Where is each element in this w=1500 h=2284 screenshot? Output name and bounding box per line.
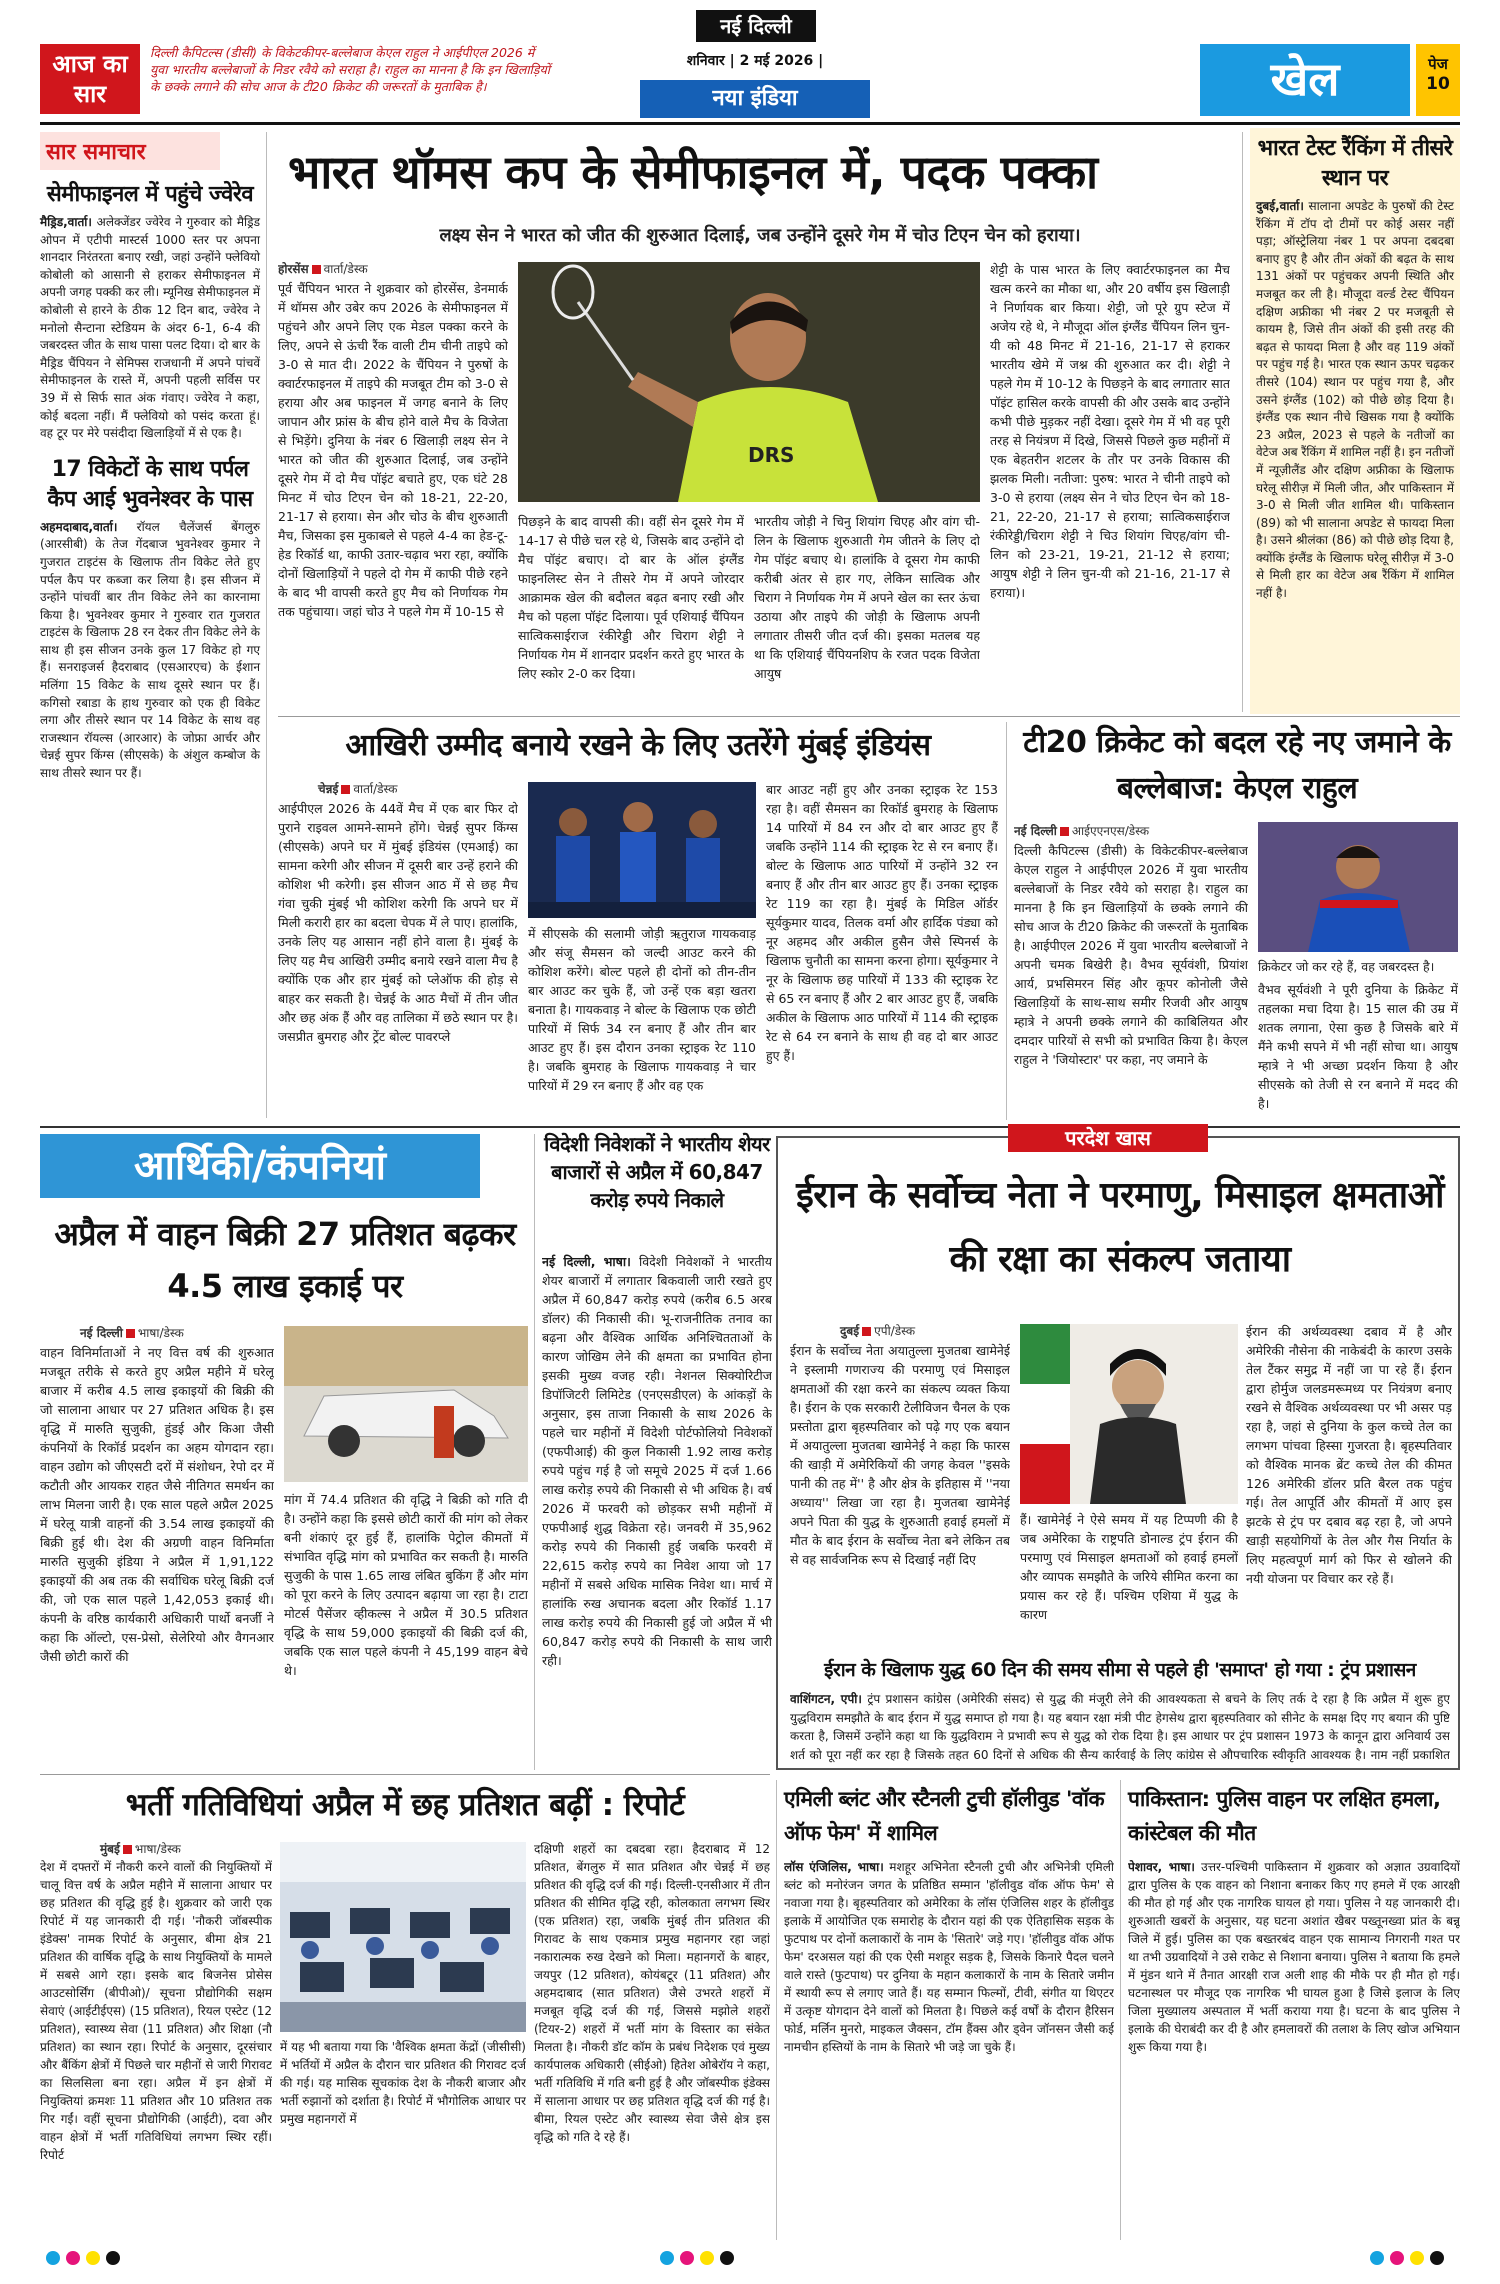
- fpi-body: [542, 1252, 772, 1766]
- khamenei-photo: [1020, 1324, 1238, 1504]
- hollywood-body: [784, 1858, 1114, 2240]
- fpi-agency: भाषा।: [603, 1254, 631, 1269]
- fpi-text: विदेशी निवेशकों ने भारतीय शेयर बाजारों में लगातार बिकवाली जारी रखते हुए अप्रैल में 60,847 करोड़ रुपये (करीब 6.5 अरब डॉलर) की निकासी की। भू-राजनीतिक तनाव का बढ़ना और वैश्विक आर्थिक अनिश्चितताओं के कारण जोखिम लेने की क्षमता का प्रभावित होना इसकी मुख्य वजह रही। नेशनल सिक्योरिटीज डिपॉजिटरी लिमिटेड (एनएसडीएल) के आंकड़ों के अनुसार, इस ताजा निकासी के साथ 2026 के पहले चार महीनों में विदेशी पोर्टफोलियो निवेशकों (एफपीआई) की कुल निकासी 1.92 लाख करोड़ रुपये पहुंच गई है जो समूचे 2025 में दर्ज 1.66 लाख करोड़ रुपये की निकासी से भी अधिक है। वर्ष 2026 में फरवरी को छोड़कर सभी महीनों में एफपीआई शुद्ध विक्रेता रहे। जनवरी में 35,962 करोड़ रुपये की निकासी हुई जबकि फरवरी में 22,615 करोड़ रुपये का निवेश आया जो 17 महीनों में सबसे अधिक मासिक निवेश था। मार्च में हालांकि रुख अचानक बदला और रिकॉर्ड 1.17 लाख करोड़ रुपये की निकासी हुई जो अप्रैल में भी 60,847 करोड़ रुपये की निकासी के साथ जारी रही।: [542, 1254, 772, 1668]
- cyan-dot: [46, 2251, 60, 2265]
- bharti-col1-text: देश में दफ्तरों में नौकरी करने वालों की नियुक्तियों में चालू वित्त वर्ष के अप्रैल महीने में सालाना आधार पर छह प्रतिशत की वृद्धि हुई है। शुक्रवार को जारी एक रिपोर्ट में यह जानकारी दी गई। 'नौकरी जॉबस्पीक इंडेक्स' नामक रिपोर्ट के अनुसार, बीमा क्षेत्र 21 प्रतिशत की वार्षिक वृद्धि के साथ नियुक्तियों के मामले में सबसे आगे रहा। इसके बाद बिजनेस प्रोसेस आउटसोर्सिंग (बीपीओ)/ सूचना प्रौद्योगिकी सक्षम सेवाएं (आईटीईएस) (15 प्रतिशत), रियल एस्टेट (12 प्रतिशत), स्वास्थ्य सेवा (11 प्रतिशत) और शिक्षा (नौ प्रतिशत) का स्थान रहा। रिपोर्ट के अनुसार, दूरसंचार और बैंकिंग क्षेत्रों में पिछले चार महीनों से जारी गिरावट का सिलसिला बना रहा। अप्रैल में इन क्षेत्रों में नियुक्तियां क्रमशः 11 प्रतिशत और 10 प्रतिशत तक गिर गईं। वहीं सूचना प्रौद्योगिकी (आईटी), दवा और वाहन क्षेत्रों में भर्ती गतिविधियां लगभग स्थिर रहीं। रिपोर्ट: [40, 1860, 272, 2162]
- badminton-player-illustration: [518, 262, 980, 502]
- rule: [278, 716, 1460, 717]
- rahul-byline: [1014, 822, 1248, 841]
- iran-byline: [790, 1322, 1010, 1341]
- kl-rahul-photo: [1258, 822, 1458, 952]
- trump-dateline: वाशिंगटन, एपी।: [790, 1692, 862, 1706]
- rule: [40, 1126, 1460, 1128]
- cricket-team-illustration: [528, 782, 756, 918]
- trump-text: ट्रंप प्रशासन कांग्रेस (अमेरिकी संसद) से युद्ध की मंजूरी लेने की आवश्यकता से बचने के लिए तर्क दे रहा है कि अप्रैल में शुरू हुए युद्धविराम समझौते के बाद ईरान में युद्ध समाप्त हो गया है। यह बयान रक्षा मंत्री पीट हेगसेथ द्वारा बृहस्पतिवार को सीनेट के समक्ष दिए गए बयान की पुष्टि करता है, जिसमें उन्होंने कहा था कि युद्धविराम ने प्रभावी रूप से युद्ध को रोक दिया है। इस आधार पर ट्रंप प्रशासन 1973 के कानून द्वारा अनिवार्य उस शर्त को पूरा नहीं कर रहा है जिसके तहत 60 दिनों से अधिक की सैन्य कार्रवाई के लिए कांग्रेस से औपचारिक स्वीकृति आवश्यक है। नाम नहीं प्रकाशित: [790, 1692, 1450, 1762]
- mumbai-headline: आखिरी उम्मीद बनाये रखने के लिए उतरेंगे मुंबई इंडियंस: [345, 728, 931, 763]
- leader-portrait-illustration: [1020, 1324, 1238, 1504]
- vahan-col2: मांग में 74.4 प्रतिशत की वृद्धि ने बिक्री को गति दी है। उन्होंने कहा कि इससे छोटी कारों की मांग को लेकर बनी शंकाएं दूर हुई हैं, हालांकि पेट्रोल कीमतों में संभावित वृद्धि मांग को प्रभावित कर सकती है। मारुति सुजुकी के पास 1.65 लाख लंबित बुकिंग हैं और मांग को पूरा करने के लिए उत्पादन बढ़ाया जा रहा है। टाटा मोटर्स पैसेंजर व्हीकल्स ने अप्रैल में 30.5 प्रतिशत वृद्धि के साथ 59,000 इकाइयों की बिक्री दर्ज की, जबकि एक साल पहले कंपनी ने 45,199 वाहन बेचे थे।: [284, 1492, 528, 1678]
- yellow-dot: [86, 2251, 100, 2265]
- page-number-box: [1416, 44, 1460, 116]
- registration-marks-right: [1370, 2250, 1460, 2270]
- bharti-col1: [40, 1840, 272, 2240]
- rahul-dateline: नई दिल्ली: [1014, 824, 1057, 838]
- cyan-dot: [660, 2251, 674, 2265]
- header-rule: [40, 122, 1460, 125]
- rahul-headline: टी20 क्रिकेट को बदल रहे नए जमाने के बल्लेबाज: केएल राहुल: [1023, 725, 1451, 806]
- thomas-cup-col4: शेट्टी के पास भारत के लिए क्वार्टरफाइनल का मैच खत्म करने का मौका था, और 20 वर्षीय इस खिलाड़ी ने निर्णायक बार किया। शेट्टी, जो पूरे ग्रुप स्टेज में अजेय रहे थे, ने मौजूदा ऑल इंग्लैंड चैंपियन लिन चुन-यी को 48 मिनट में 21-16, 21-17 से हराकर भारतीय खेमे में जश्न की शुरुआत कर दी। शेट्टी ने पहले गेम में 10-12 के पिछड़ने के बाद लगातार सात पॉइंट हासिल करके वापसी की और उसके बाद उन्होंने कभी पीछे मुड़कर नहीं देखा। दूसरे गेम में भी वह पूरी तरह से नियंत्रण में दिखे, जिससे पिछले कुछ महीनों में एक बेहतरीन शटलर के तौर पर उनके विकास की झलक मिली। नतीजा: पुरुष: भारत ने चीनी ताइपे को 3-0 से हराया (लक्ष्य सेन ने चोउ टिएन चेन को 18-21, 22-20, 21-17 से हराया; सात्विकसाईराज रंकीरेड्डी/चिराग शेट्टी ने चिउ शियांग चिएह/वांग ची-लिन को 23-21, 19-21, 21-12 से हराया; आयुष शेट्टी ने लिन चुन-यी को 21-16, 21-17 से हराया)।: [990, 262, 1230, 600]
- bharti-headline: भर्ती गतिविधियां अप्रैल में छह प्रतिशत बढ़ीं : रिपोर्ट: [125, 1787, 685, 1823]
- cyan-dot: [1370, 2251, 1384, 2265]
- fpi-headline: विदेशी निवेशकों ने भारतीय शेयर बाजारों से अप्रैल में 60,847 करोड़ रुपये निकाले: [544, 1132, 770, 1212]
- vahan-col1-text: वाहन विनिर्माताओं ने नए वित्त वर्ष की शुरुआत मजबूत तरीके से करते हुए अप्रैल महीने में घरेलू बाजार में करीब 4.5 लाख इकाइयों की बिक्री की जो सालाना आधार पर 27 प्रतिशत अधिक है। इस वृद्धि में मारुति सुजुकी, हुंडई और किआ जैसी कंपनियों के रिकॉर्ड प्रदर्शन का अहम योगदान रहा। वाहन उद्योग को जीएसटी दरों में संशोधन, रेपो दर में कटौती और आयकर राहत जैसे नीतिगत समर्थन का लाभ मिलना जारी है। एक साल पहले अप्रैल 2025 में घरेलू यात्री वाहनों की 3.54 लाख इकाइयों की बिक्री हुई थी। देश की अग्रणी वाहन विनिर्माता मारुति सुजुकी इंडिया ने अप्रैल में 1,91,122 इकाइयों की अब तक की सर्वाधिक घरेलू बिक्री दर्ज की, जो एक साल पहले 1,42,053 इकाई थी। कंपनी के वरिष्ठ कार्यकारी अधिकारी पार्थो बनर्जी ने कहा कि ऑल्टो, एस-प्रेसो, सेलेरियो और वैगनआर जैसी छोटी कारों की: [40, 1345, 274, 1664]
- bharti-col3: दक्षिणी शहरों का दबदबा रहा। हैदराबाद में 12 प्रतिशत, बेंगलुरु में सात प्रतिशत और चेन्नई में छह प्रतिशत की वृद्धि दर्ज की गई। दिल्ली-एनसीआर में तीन प्रतिशत की सीमित वृद्धि रही, कोलकाता लगभग स्थिर (एक प्रतिशत) रहा, जबकि मुंबई तीन प्रतिशत की गिरावट के साथ एकमात्र प्रमुख महानगर रहा जहां नकारात्मक रुख देखने को मिला। महानगरों के बाहर, जयपुर (12 प्रतिशत), कोयंबटूर (11 प्रतिशत) और अहमदाबाद (सात प्रतिशत) जैसे उभरते शहरों में मजबूत वृद्धि दर्ज की गई, जिससे मझोले शहरों (टियर-2) शहरों में भर्ती मांग के विस्तार का संकेत मिलता है। नौकरी डॉट कॉम के प्रबंध निदेशक एवं मुख्य कार्यपालक अधिकारी (सीईओ) हितेश ओबेरॉय ने कहा, भर्ती गतिविधि में गति बनी हुई है और जॉबस्पीक इंडेक्स में सालाना आधार पर छह प्रतिशत वृद्धि दर्ज की गई है। बीमा, रियल एस्टेट और स्वास्थ्य सेवा जैसे क्षेत्र इस वृद्धि को गति दे रहे हैं।: [534, 1842, 770, 2144]
- vahan-agency: भाषा/डेस्क: [137, 1326, 184, 1340]
- divider: [534, 1134, 535, 1770]
- page-label: पेज: [1428, 55, 1448, 73]
- hollywood-headline: एमिली ब्लंट और स्टैनली टुची हॉलीवुड 'वॉक ऑफ फेम' में शामिल: [784, 1787, 1105, 1845]
- rahul-agency: आईएएनएस/डेस्क: [1071, 824, 1150, 838]
- thomas-cup-col3: भारतीय जोड़ी ने चिनु शियांग चिएह और वांग ची-लिन के खिलाफ शुरुआती गेम जीतने के लिए दो गेम पॉइंट बचाए थे। हालांकि वे दूसरा गेम काफी करीबी अंतर से हार गए, लेकिन सात्विक और चिराग ने निर्णायक गेम में अपने खेल का स्तर ऊंचा उठाया और ताइपे की जोड़ी के खिलाफ अपनी लगातार तीसरी जीत दर्ज की। इसका मतलब यह था कि एशियाई चैंपियनशिप के रजत पदक विजेता आयुष: [754, 514, 980, 681]
- yellow-dot: [700, 2251, 714, 2265]
- divider: [776, 1780, 777, 2240]
- iran-col2: हैं। खामेनेई ने ऐसे समय में यह टिप्पणी की है जब अमेरिका के राष्ट्रपति डोनाल्ड ट्रंप ईरान की परमाणु एवं मिसाइल क्षमताओं को हवाई हमलों और व्यापक समझौते के जरिये सीमित करना का प्रयास कर रहे हैं। पश्चिम एशिया में युद्ध के कारण: [1020, 1512, 1238, 1622]
- test-ranking-body: [1256, 198, 1454, 603]
- rahul-photo-caption: क्रिकेटर जो कर रहे हैं, वह जबरदस्त है।: [1258, 959, 1435, 974]
- divider: [1006, 722, 1007, 1120]
- black-dot: [1430, 2251, 1444, 2265]
- mumbai-col1-text: आईपीएल 2026 के 44वें मैच में एक बार फिर दो पुराने राइवल आमने-सामने होंगे। चेन्नई सुपर किंग्स (सीएसके) अपने घर में मुंबई इंडियंस (एमआई) का सामना करेगी और सीजन में दूसरी बार उन्हें हराने की कोशिश भी करेगी। इस सीजन आठ में से छह मैच गंवा चुकी मुंबई भी कोशिश करेगी कि अपने घर में मिली करारी हार का बदला चेपक में ले पाए। हालांकि, उनके लिए यह आसान नहीं होने वाला है। मुंबई के लिए यह मैच आखिरी उम्मीद बनाये रखने वाला मैच है क्योंकि एक और हार मुंबई को प्लेऑफ की होड़ से बाहर कर सकती है। चेन्नई के आठ मैचों में तीन जीत और छह अंक हैं और वह तालिका में छठे स्थान पर है।: [278, 801, 518, 1025]
- item1-text: अलेक्जेंडर ज्वेरेव ने गुरुवार को मैड्रिड ओपन में एटीपी मास्टर्स 1000 स्तर पर अपना शानदार निरंतरता बनाए रखी, जहां उन्होंने फ्लेवियो कोबोली को आसानी से हराकर सेमीफाइनल में अपनी जगह पक्की कर ली। म्यूनिख सेमीफाइनल में कोबोली से हारने के ठीक 12 दिन बाद, ज्वेरेव ने मनोलो सैन्टाना स्टेडियम के अंदर 6-1, 6-4 की जबरदस्त जीत के साथ पासा पलट दिया। दो बार के मैड्रिड चैंपियन ने सेमिफ्स राजधानी में अपने पांचवें सेमीफाइनल के रास्ते में, अपनी पहली सर्विस पर 39 में से सिर्फ सात अंक गंवाए। ज्वेरेव ने कहा, कोई बदला नहीं। मैं फ्लेवियो को पसंद करता हूं। वह टूर पर मेरे पसंदीदा खिलाड़ियों में से एक है।: [40, 215, 260, 441]
- header-date: शनिवार | 2 मई 2026 |: [686, 53, 824, 69]
- test-ranking-box: [1250, 128, 1460, 714]
- thomas-cup-byline: [278, 260, 508, 279]
- aaj-ka-sar-badge: आज का सार: [40, 44, 140, 114]
- kl-rahul-illustration: [1258, 822, 1458, 952]
- pakistan-headline: पाकिस्तान: पुलिस वाहन पर लक्षित हमला, कांस्टेबल की मौत: [1128, 1787, 1441, 1845]
- mumbai-dateline: चेन्नई: [318, 782, 339, 796]
- test-ranking-text: सालाना अपडेट के पुरुषों की टेस्ट रैंकिंग में टॉप दो टीमों पर कोई असर नहीं पड़ा; ऑस्ट्रेलिया नंबर 1 पर अपना दबदबा बनाए हुए है और तीन अंकों की बढ़त के साथ 131 अंकों पर पहुंचकर अपनी स्थिति और मजबूत कर ली है। मौजूदा वर्ल्ड टेस्ट चैंपियन दक्षिण अफ्रीका भी नंबर 2 पर मजबूती से कायम है, जिसे तीन अंकों की इसी तरह की बढ़त से फायदा मिला है और वह 119 अंकों पर पहुंच गई है। भारत एक स्थान ऊपर चढ़कर तीसरे (104) स्थान पर पहुंच गया है, और उसने इंग्लैंड (102) को पीछे छोड़ दिया है। इंग्लैंड एक स्थान नीचे खिसक गया है क्योंकि 23 अप्रैल, 2023 से पहले के नतीजों का वेटेज अब रैंकिंग में शामिल नहीं है। इन नतीजों में न्यूज़ीलैंड और दक्षिण अफ्रीका के खिलाफ घरेलू सीरीज़ में मिली जीत, और पाकिस्तान में 3-0 से मिली जीत शामिल थी। पाकिस्तान (89) को भी सालाना अपडेट से फायदा मिला है। उसने श्रीलंका (86) को पीछे छोड़ दिया है, क्योंकि इंग्लैंड के खिलाफ घरेलू सीरीज़ में 3-0 से मिली हार का वेटेज अब रैंकिंग में शामिल नहीं है।: [1256, 199, 1454, 601]
- pradesh-khas-label: परदेश खास: [1008, 1124, 1208, 1152]
- car-illustration: [284, 1326, 528, 1482]
- hollywood-text: मशहूर अभिनेता स्टैनली टुची और अभिनेत्री एमिली ब्लंट को मनोरंजन जगत के प्रतिष्ठित सम्मान 'हॉलीवुड वॉक ऑफ फेम' से नवाजा गया है। बृहस्पतिवार को अमेरिका के लॉस एंजिलिस शहर के हॉलीवुड इलाके में आयोजित एक समारोह के दौरान यहां की एक ऐतिहासिक सड़क के फुटपाथ पर दोनों कलाकारों के नाम के 'सितारे' जड़े गए। 'हॉलीवुड वॉक ऑफ फेम' दरअसल यहां की एक ऐसी मशहूर सड़क है, जिसके किनारे पैदल चलने वाले रास्ते (फुटपाथ) पर दुनिया के महान कलाकारों के नाम के सितारे जमीन में स्थायी रूप से लगाए जाते हैं। यह सम्मान फिल्मों, टीवी, संगीत या थिएटर में उत्कृष्ट योगदान देने वालों को मिलता है। पिछले कई वर्षों के दौरान हैरिसन फोर्ड, मर्लिन मुनरो, माइकल जैक्सन, टॉम हैंक्स और ड्वेन जॉनसन जैसी कई नामचीन हस्तियों के नाम के सितारे भी जड़े जा चुके हैं।: [784, 1860, 1114, 2054]
- thomas-cup-dateline: होरसेंस: [278, 262, 309, 276]
- svg-text:DRS: DRS: [748, 443, 795, 467]
- vehicle-photo: [284, 1326, 528, 1482]
- pakistan-dateline: पेशावर, भाषा।: [1128, 1860, 1195, 1874]
- bharti-col2: में यह भी बताया गया कि 'वैश्विक क्षमता केंद्रों (जीसीसी) में भर्तियों में अप्रैल के दौरान चार प्रतिशत की गिरावट दर्ज की गई। यह मासिक सूचकांक देश के नौकरी बाजार और भर्ती रुझानों को दर्शाता है। रिपोर्ट में भौगोलिक आधार पर प्रमुख महानगरों में: [280, 2040, 526, 2126]
- test-ranking-dateline: दुबई,वार्ता।: [1256, 199, 1304, 213]
- divider: [1120, 1780, 1121, 2240]
- item1-body: [40, 214, 260, 443]
- newspaper-name: नया इंडिया: [640, 80, 870, 118]
- item1-headline: सेमीफाइनल में पहुंचे ज्वेरेव: [46, 182, 254, 207]
- vahan-headline: अप्रैल में वाहन बिक्री 27 प्रतिशत बढ़कर 4.5 लाख इकाई पर: [54, 1215, 516, 1305]
- mumbai-col3: बार आउट नहीं हुए और उनका स्ट्राइक रेट 153 रहा है। वहीं सैमसन का रिकॉर्ड बुमराह के खिलाफ 14 पारियों में 84 रन और दो बार आउट हुए हैं जबकि उन्होंने 114 की स्ट्राइक रेट से रन बनाए हैं। बोल्ट के खिलाफ आठ पारियों में उन्होंने 32 रन बनाए हैं और तीन बार आउट हुए हैं। उनका स्ट्राइक रेट 119 का रहा है। मुंबई के मिडिल ऑर्डर सूर्यकुमार यादव, तिलक वर्मा और हार्दिक पंड्या को नूर अहमद और अकील हुसैन जैसे स्पिनर्स के खिलाफ चुनौती का सामना करना होगा। सूर्यकुमार ने नूर के खिलाफ छह पारियों में 133 की स्ट्राइक रेट से 65 रन बनाए हैं और 2 बार आउट हुए हैं, जबकि अकील के खिलाफ आठ पारियों में 114 की स्ट्राइक रेट से 64 रन बनाने के साथ ही वह दो बार आउट हुए हैं।: [766, 782, 998, 1063]
- mumbai-col2: में सीएसके की सलामी जोड़ी ऋतुराज गायकवाड़ और संजू सैमसन को जल्दी आउट करने की कोशिश करेंगे। बोल्ट पहले ही दोनों को तीन-तीन बार आउट कर चुके हैं, जो उन्हें एक बड़ा खतरा बनाता है। गायकवाड़ ने बोल्ट के खिलाफ एक छोटी पारियों में सिर्फ 34 रन बनाए हैं और तीन बार आउट हुए हैं। इस दौरान उनका स्ट्राइक रेट 110 है। जबकि बुमराह के खिलाफ गायकवाड़ ने चार पारियों में 29 रन बनाए हैं और वह एक: [528, 926, 756, 1093]
- vahan-byline: [40, 1324, 274, 1343]
- test-ranking-headline: भारत टेस्ट रैंकिंग में तीसरे स्थान पर: [1257, 136, 1453, 191]
- iran-headline: ईरान के सर्वोच्च नेता ने परमाणु, मिसाइल क्षमताओं की रक्षा का संकल्प जताया: [796, 1175, 1444, 1280]
- thomas-cup-col1-text: पूर्व चैंपियन भारत ने शुक्रवार को होरसेंस, डेनमार्क में थॉमस और उबेर कप 2026 के सेमीफाइनल में पहुंचने और अपने लिए एक मेडल पक्का करने के लिए, अपने से ऊंची रैंक वाली टीम चीनी ताइपे को 3-0 से मात दी। 2022 के चैंपियन ने पुरुषों के क्वार्टरफाइनल में ताइपे की मजबूत टीम को 3-0 से हराया और अब फाइनल में जगह बनाने के लिए जापान और फ्रांस के बीच होने वाले मैच के विजेता से भिड़ेंगे। दुनिया के नंबर 6 खिलाड़ी लक्ष्य सेन ने भारत को जीत की शुरुआत दिलाई, जब उन्होंने दूसरे गेम में दो मैच पॉइंट बचाते हुए, एक घंटे 28 मिनट में चोउ टिएन चेन को 18-21, 22-20, 21-17 से हराया। सेन और चोउ के बीच शुरुआती मैच, जिसका इस मुकाबले से पहले 4-4 का हेड-टू-हेड रिकॉर्ड था, काफी उतार-चढ़ाव भरा रहा, क्योंकि दोनों खिलाड़ियों ने पहले दो गेम में काफी पीछे रहने के बाद भी वापसी करते हुए मैच को निर्णायक गेम तक पहुंचाया। जहां चोउ ने पहले गेम में 10-15 से: [278, 281, 508, 619]
- bharti-dateline: मुंबई: [100, 1842, 120, 1856]
- arthiki-label: आर्थिकी/कंपनियां: [40, 1134, 480, 1198]
- page-number: 10: [1426, 74, 1450, 94]
- yellow-dot: [1410, 2251, 1424, 2265]
- header-city: नई दिल्ली: [696, 10, 816, 42]
- black-dot: [106, 2251, 120, 2265]
- divider: [266, 132, 267, 1118]
- mumbai-byline: [278, 780, 518, 799]
- item2-dateline: अहमदाबाद,वार्ता।: [40, 519, 118, 534]
- hollywood-dateline: लॉस एंजिलिस, भाषा।: [784, 1860, 884, 1874]
- trump-headline: ईरान के खिलाफ युद्ध 60 दिन की समय सीमा से पहले ही 'समाप्त' हो गया : ट्रंप प्रशासन: [824, 1659, 1416, 1681]
- item2-body: [40, 519, 260, 783]
- office-workers-illustration: [280, 1842, 526, 2032]
- rule: [40, 1774, 770, 1775]
- item1-dateline: मैड्रिड,वार्ता।: [40, 215, 92, 229]
- magenta-dot: [680, 2251, 694, 2265]
- mumbai-indians-photo: [528, 782, 756, 918]
- mumbai-agency: वार्ता/डेस्क: [353, 782, 398, 796]
- registration-marks-center: [660, 2250, 900, 2270]
- vahan-dateline: नई दिल्ली: [80, 1326, 123, 1340]
- mumbai-col1: [278, 780, 518, 1120]
- item2-text: रॉयल चैलेंजर्स बेंगलुरु (आरसीबी) के तेज गेंदबाज भुवनेश्वर कुमार ने गुजरात टाइटंस के खिलाफ तीन विकेट लेते हुए पर्पल कैप पर कब्जा कर लिया है। इस सीजन में उन्होंने पांचवीं बार तीन विकेट लेने का कारनामा किया है। भुवनेश्वर कुमार ने गुरुवार रात गुजरात टाइटंस के खिलाफ 28 रन देकर तीन विकेट लेने के साथ ही इस सीजन उनके कुल 17 विकेट हो गए हैं। सनराइजर्स हैदराबाद (एसआरएच) के ईशान मलिंगा 15 विकेट के साथ दूसरे स्थान पर हैं। कगिसो रबाडा के हाथ गुरुवार को एक ही विकेट लगा और तीसरे स्थान पर 14 विकेट के साथ वह राजस्थान रॉयल्स (आरआर) के जोफ्रा आर्चर और चेन्नई सुपर किंग्स (सीएसके) के अंशुल कम्बोज के साथ तीसरे स्थान पर हैं।: [40, 519, 260, 781]
- iran-col1: [790, 1322, 1010, 1652]
- mumbai-col1-end: जसप्रीत बुमराह और ट्रेंट बोल्ट पावरप्ले: [278, 1029, 451, 1044]
- office-photo: [280, 1842, 526, 2032]
- fpi-dateline: नई दिल्ली,: [542, 1254, 596, 1269]
- header-bar: [40, 10, 1460, 120]
- registration-marks-left: [46, 2250, 286, 2270]
- pakistan-text: उत्तर-पश्चिमी पाकिस्तान में शुक्रवार को अज्ञात उग्रवादियों द्वारा पुलिस के एक वाहन को निशाना बनाकर किए गए हमले में एक आरक्षी की मौत हो गई और एक नागरिक घायल हो गया। पुलिस ने यह जानकारी दी। शुरुआती खबरों के अनुसार, यह घटना अशांत खैबर पख्तूनख्वा प्रांत के बन्नू जिले में हुई। पुलिस का एक बख्तरबंद वाहन एक सामान्य निगरानी गश्त पर था तभी उग्रवादियों ने उसे राकेट से निशाना बनाया। पुलिस ने बताया कि हमले में मुंडन थाने में तैनात आरक्षी राज अली शाह की मौके पर ही मौत हो गई। घटनास्थल पर मौजूद एक नागरिक भी घायल हुआ है जिसे इलाज के लिए जिला मुख्यालय अस्पताल में भर्ती कराया गया है। घटना के बाद पुलिस ने इलाके की घेराबंदी कर दी है और हमलावरों की तलाश के लिए खोज अभियान शुरू किया गया है।: [1128, 1860, 1460, 2054]
- lakshya-sen-photo: [518, 262, 980, 502]
- vahan-col1: [40, 1324, 274, 1764]
- magenta-dot: [1390, 2251, 1404, 2265]
- section-title: खेल: [1200, 44, 1410, 116]
- thomas-cup-col1: [278, 260, 508, 710]
- magenta-dot: [66, 2251, 80, 2265]
- trump-body: [790, 1690, 1450, 1766]
- black-dot: [720, 2251, 734, 2265]
- rahul-col1-text: दिल्ली कैपिटल्स (डीसी) के विकेटकीपर-बल्लेबाज केएल राहुल ने आईपीएल 2026 में युवा भारतीय बल्लेबाजों के निडर रवैये को सराहा है। राहुल का मानना है कि इन खिलाड़ियों के छक्के लगाने की सोच आज के टी20 क्रिकेट की जरूरतों के मुताबिक है। आईपीएल 2026 में युवा भारतीय बल्लेबाजों ने अपनी चमक बिखेरी है। वैभव सूर्यवंशी, प्रियांश आर्य, प्रभसिमरन सिंह और कूपर कोनोली जैसे खिलाड़ियों के साथ-साथ समीर रिजवी और आयुष म्हात्रे ने अपनी छक्के लगाने की काबिलियत और दमदार पारियों से सभी को प्रभावित किया है। केएल राहुल ने 'जियोस्टार' पर कहा, नए जमाने के: [1014, 843, 1248, 1067]
- iran-col3: ईरान की अर्थव्यवस्था दबाव में है और अमेरिकी नौसेना की नाकेबंदी के कारण उसके तेल टैंकर समुद्र में नहीं जा पा रहे हैं। ईरान द्वारा होर्मुज जलडमरूमध्य पर नियंत्रण बनाए रखने से वैश्विक अर्थव्यवस्था पर भी असर पड़ रहा है, जहां से दुनिया के कुल कच्चे तेल का लगभग पांचवा हिस्सा गुजरता है। बृहस्पतिवार को वैश्विक मानक ब्रेंट कच्चे तेल की कीमत 126 अमेरिकी डॉलर प्रति बैरल तक पहुंच गई। तेल आपूर्ति और कीमतों में आए इस झटके से ट्रंप पर दबाव बढ़ रहा है, जो अपने खाड़ी सहयोगियों के तेल और गैस निर्यात के लिए महत्वपूर्ण मार्ग को फिर से खोलने की नयी योजना पर विचार कर रहे हैं।: [1246, 1324, 1452, 1586]
- thomas-cup-headline: भारत थॉमस कप के सेमीफाइनल में, पदक पक्का: [288, 145, 1098, 199]
- bharti-byline: [40, 1840, 272, 1858]
- iran-agency: एपी/डेस्क: [874, 1324, 916, 1338]
- header-summary: दिल्ली कैपिटल्स (डीसी) के विकेटकीपर-बल्लेबाज केएल राहुल ने आईपीएल 2026 में युवा भारतीय बल्लेबाजों के निडर रवैये को सराहा है। राहुल का मानना है कि इन खिलाड़ियों के छक्के लगाने की सोच आज के टी20 क्रिकेट की जरूरतों के मुताबिक है।: [150, 45, 550, 94]
- item2-headline: 17 विकेटों के साथ पर्पल कैप आई भुवनेश्वर के पास: [47, 456, 253, 512]
- bharti-agency: भाषा/डेस्क: [134, 1842, 181, 1856]
- iran-col1-text: ईरान के सर्वोच्च नेता अयातुल्ला मुजतबा खामेनेई ने इस्लामी गणराज्य की परमाणु एवं मिसाइल क्षमताओं की रक्षा करने का संकल्प व्यक्त किया है। ईरान के एक सरकारी टेलीविजन चैनल के एक प्रस्तोता द्वारा बृहस्पतिवार को पढ़े गए एक बयान में अयातुल्ला मुजतबा खामेनेई ने कहा कि फारस की खाड़ी में अमेरिकियों की जगह केवल ''इसके पानी की तह में'' है और क्षेत्र के इतिहास में ''नया अध्याय'' लिखा जा रहा है। मुजतबा खामेनेई अपने पिता की युद्ध के शुरुआती हवाई हमलों में मौत के बाद ईरान के सर्वोच्च नेता बने लेकिन तब से वह सार्वजनिक रूप से दिखाई नहीं दिए: [790, 1343, 1010, 1567]
- sar-samachar-label: सार समाचार: [40, 132, 220, 170]
- sar-samachar-column: [40, 132, 260, 1120]
- divider: [1242, 132, 1243, 712]
- pakistan-body: [1128, 1858, 1460, 2240]
- thomas-cup-subhead: लक्ष्य सेन ने भारत को जीत की शुरुआत दिलाई, जब उन्होंने दूसरे गेम में चोउ टिएन चेन को हराया।: [439, 225, 1081, 246]
- thomas-cup-col2: पिछड़ने के बाद वापसी की। वहीं सेन दूसरे गेम में 14-17 से पीछे चल रहे थे, जिसके बाद उन्होंने दो मैच पॉइंट बचाए। दो बार के ऑल इंग्लैंड फाइनलिस्ट सेन ने तीसरे गेम में अपने जोरदार आक्रामक खेल की बदौलत बढ़त बनाए रखी और मैच को पहला पॉइंट दिलाया। पूर्व एशियाई चैंपियन सात्विकसाईराज रंकीरेड्डी और चिराग शेट्टी ने निर्णायक गेम में शानदार प्रदर्शन करते हुए भारत के लिए स्कोर 2-0 कर दिया।: [518, 514, 744, 681]
- iran-dateline: दुबई: [840, 1324, 860, 1338]
- rahul-col2: वैभव सूर्यवंशी ने पूरी दुनिया के क्रिकेट में तहलका मचा दिया है। 15 साल की उम्र में शतक लगाना, ऐसा कुछ है जिसके बारे में मैंने कभी सपने में भी नहीं सोचा था। आयुष म्हात्रे ने भी अच्छा प्रदर्शन किया है और सीएसके को तेजी से रन बनाने में मदद की है।: [1258, 982, 1458, 1111]
- rahul-col1: [1014, 822, 1248, 1122]
- thomas-cup-agency: वार्ता/डेस्क: [323, 262, 368, 276]
